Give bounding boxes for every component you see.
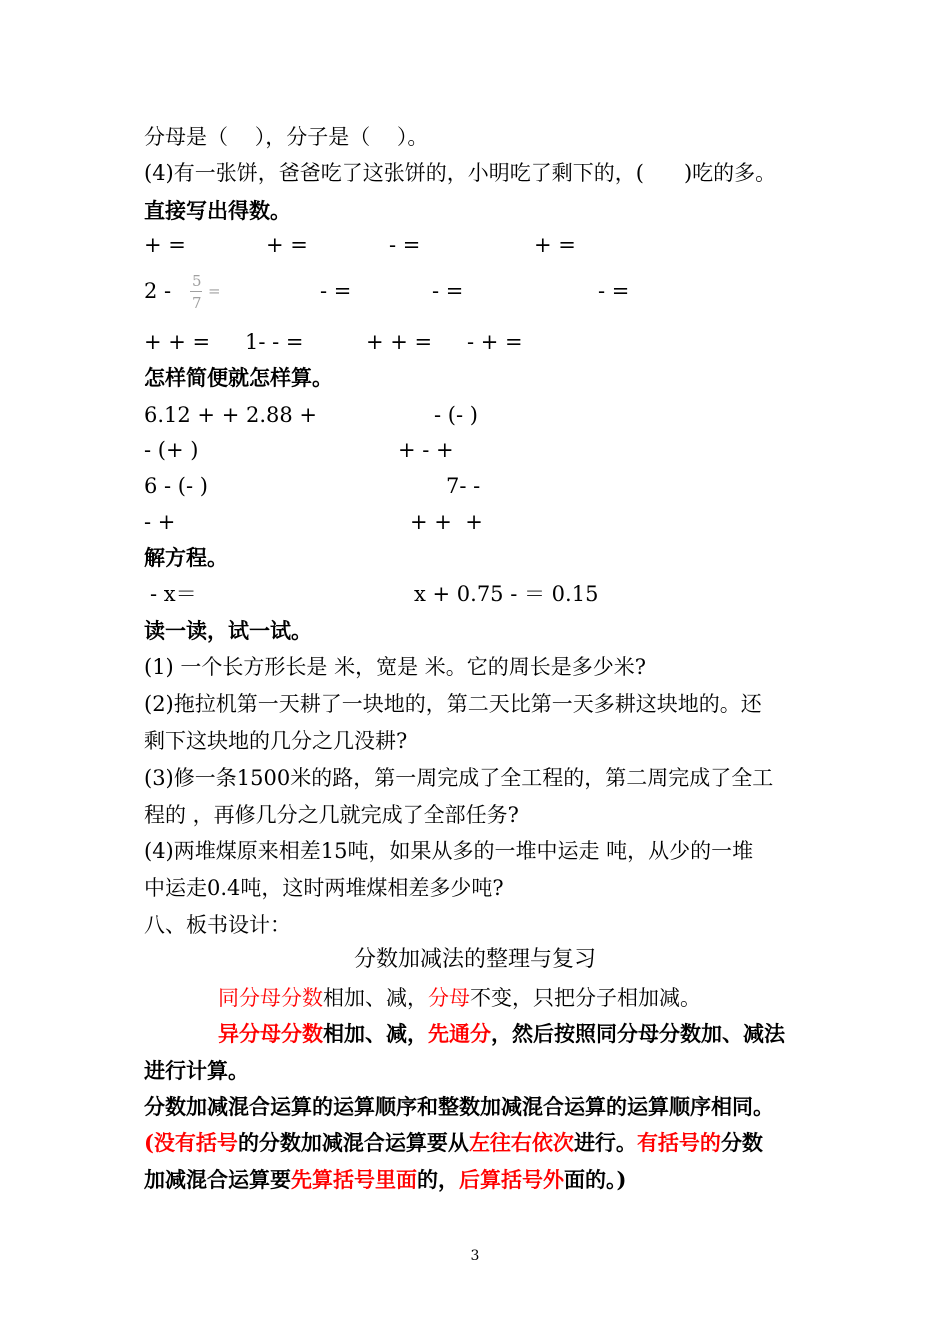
- simplify-1a: 6.12 + + 2.88 +: [144, 403, 318, 427]
- board-line-2b: 进行计算。: [144, 1058, 249, 1083]
- direct-r2-3: - =: [432, 279, 464, 303]
- section-read-heading: 读一读，试一试。: [144, 618, 312, 643]
- board-line-4: [144, 1128, 763, 1158]
- equation-1: - x＝: [150, 582, 197, 606]
- direct-r3-3: + + =: [366, 330, 433, 354]
- simplify-2a: - (+ ): [144, 438, 199, 462]
- problem-1: (1) 一个长方形长是 米，宽是 米。它的周长是多少米?: [144, 655, 647, 679]
- equation-2: x + 0.75 - ＝ 0.15: [414, 582, 599, 606]
- direct-r3-4: - + =: [467, 330, 523, 354]
- direct-r2-4: - =: [598, 279, 630, 303]
- direct-r3-2: 1- - =: [245, 330, 304, 354]
- section-direct-heading: 直接写出得数。: [144, 198, 291, 223]
- direct-r1-1: + =: [144, 233, 186, 257]
- board-l5-text-2: 的，: [417, 1167, 459, 1192]
- question-3-line: 分母是（ ），分子是（ ）。: [144, 125, 429, 149]
- simplify-3b: 7- -: [446, 474, 481, 498]
- problem-4-line-2: 中运走0.4吨，这时两堆煤相差多少吨?: [144, 876, 504, 900]
- fraction-five-sevenths: [188, 272, 224, 316]
- direct-r1-2: + =: [266, 233, 308, 257]
- simplify-1b: - (- ): [434, 403, 478, 427]
- question-4-line: (4)有一张饼，爸爸吃了这张饼的，小明吃了剩下的，( )吃的多。: [144, 161, 777, 185]
- problem-2-line-2: 剩下这块地的几分之几没耕?: [144, 729, 408, 753]
- simplify-4a: - +: [144, 510, 176, 534]
- board-l1-text-2: 不变，只把分子相加减。: [470, 986, 701, 1010]
- problem-2-line-1: (2)拖拉机第一天耕了一块地的，第二天比第一天多耕这块地的。还: [144, 692, 762, 716]
- board-l4-red-3: 有括号的: [636, 1130, 721, 1155]
- board-l2-text-1: 相加、减，: [323, 1021, 428, 1046]
- board-line-5: [144, 1165, 626, 1195]
- board-l4-red-1: (没有括号: [144, 1130, 238, 1155]
- direct-r1-3: - =: [389, 233, 421, 257]
- board-line-1: [218, 983, 701, 1013]
- board-l4-text-2: 进行。: [573, 1130, 637, 1155]
- direct-r3-1: + + =: [144, 330, 211, 354]
- board-l1-red-2: 分母: [428, 986, 470, 1010]
- board-l1-red-1: 同分母分数: [218, 986, 323, 1010]
- page-number: 3: [470, 1248, 480, 1264]
- board-title: 分数加减法的整理与复习: [353, 947, 596, 972]
- problem-3-line-2: 程的 ，再修几分之几就完成了全部任务?: [144, 803, 519, 827]
- simplify-2b: + - +: [398, 438, 454, 462]
- board-l5-text-3: 面的。): [564, 1167, 627, 1192]
- fraction-denominator: 7: [192, 294, 202, 312]
- simplify-3a: 6 - (- ): [144, 474, 208, 498]
- board-l5-red-2: 后算括号外: [459, 1167, 564, 1192]
- fraction-numerator: 5: [192, 272, 202, 290]
- section-board-heading: 八、板书设计：: [144, 913, 291, 937]
- fraction-equals: =: [208, 282, 221, 300]
- problem-3-line-1: (3)修一条1500米的路，第一周完成了全工程的，第二周完成了全工: [144, 766, 774, 790]
- problem-4-line-1: (4)两堆煤原来相差15吨，如果从多的一堆中运走 吨，从少的一堆: [144, 839, 754, 863]
- simplify-4b: + + +: [410, 510, 483, 534]
- board-l2-red-2: 先通分: [428, 1021, 491, 1046]
- fraction-bar: [190, 291, 202, 292]
- board-line-2: [218, 1019, 785, 1049]
- board-l5-red-1: 先算括号里面: [291, 1167, 417, 1192]
- direct-r2-lead: 2 -: [144, 279, 172, 303]
- board-l4-text-3: 分数: [720, 1130, 763, 1155]
- section-simplify-heading: 怎样简便就怎样算。: [144, 365, 333, 390]
- direct-r2-2: - =: [320, 279, 352, 303]
- board-l4-text-1: 的分数加减混合运算要从: [237, 1130, 469, 1155]
- section-equation-heading: 解方程。: [144, 545, 228, 570]
- board-l2-red-1: 异分母分数: [218, 1021, 323, 1046]
- board-line-3: 分数加减混合运算的运算顺序和整数加减混合运算的运算顺序相同。: [144, 1094, 774, 1119]
- board-l2-text-2: ，然后按照同分母分数加、减法: [491, 1021, 785, 1046]
- direct-r1-4: + =: [534, 233, 576, 257]
- board-l4-red-2: 左往右依次: [468, 1130, 574, 1155]
- board-l1-text-1: 相加、减，: [323, 986, 428, 1010]
- board-l5-text-1: 加减混合运算要: [144, 1167, 291, 1192]
